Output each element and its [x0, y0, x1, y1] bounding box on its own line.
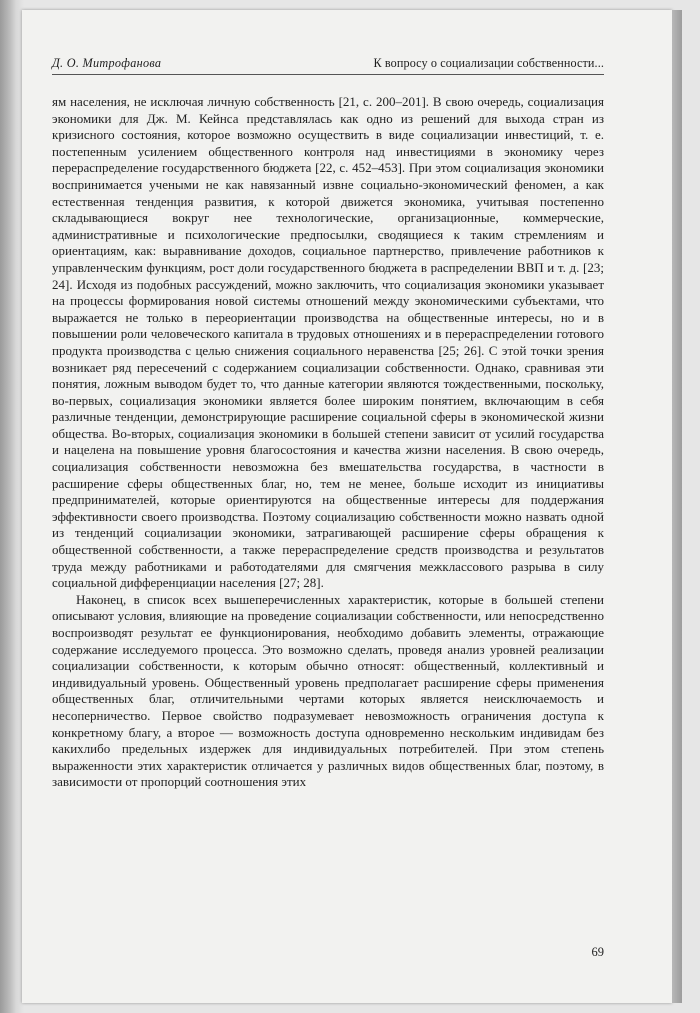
header-author: Д. О. Митрофанова [52, 56, 162, 70]
running-header [52, 56, 604, 75]
paragraph-2: Наконец, в список всех вышеперечисленных характеристик, которые в большей степени описывают условия, влияющие на проведение социализации собственности, или непосредственно воспроизводят результат ее функционирования, необходимо добавить элементы, отражающие содержание исследуемого процесса. Это возможно сделать, проведя анализ уровней реализации социализации собственности, к которым обычно относят: общественный, коллективный и индивидуальный уровень. Общественный уровень предполагает расширение сферы применения общественных благ, отличительными чертами которых является неисключаемость и несоперничество. Первое свойство подразумевает невозможность ограничения доступа к конкретному благу, а второе — возможность доступа одновременно нескольким индивидам без какихлибо предельных издержек для индивидуальных потребителей. При этом степень выраженности этих характеристик отличается у различных видов общественных благ, поэтому, в зависимости от пропорций соотношения этих [52, 591, 604, 790]
header-running-title: К вопросу о социализации собственности... [373, 56, 604, 70]
page-body [52, 94, 604, 791]
paragraph-1: ям населения, не исключая личную собственность [21, с. 200–201]. В свою очередь, социализация экономики для Дж. М. Кейнса представлялась как одно из решений для выхода стран из кризисного состояния, которое возможно осуществить в виде социализации инвестиций, т. е. постепенным усилением общественного контроля над инвестициями в экономику через перераспределение государственного бюджета [22, с. 452–453]. При этом социализация экономики воспринимается учеными не как навязанный извне социально-экономический феномен, а как естественная тенденция развития, к которой движется экономика, учитывая постепенно складывающиеся вокруг нее технологические, организационные, коммерческие, административные и психологические предпосылки, сводящиеся к таким стремлениям и ориентациям, как: выравнивание доходов, социальное партнерство, привлечение работников к управленческим функциям, рост доли государственного бюджета в распределении ВВП и т. д. [23; 24]. Исходя из подобных рассуждений, можно заключить, что социализация экономики указывает на процессы формирования новой системы отношений между экономическими субъектами, что выражается не только в переориентации производства на общественные интересы, но и в повышении роли человеческого капитала в трудовых отношениях и в перераспределении готового продукта производства с целью снижения социального неравенства [25; 26]. С этой точки зрения возникает ряд пересечений с содержанием социализации собственности. Однако, сравнивая эти понятия, ложным выводом будет то, что данные категории являются тождественными, поскольку, во-первых, социализация экономики является более широким понятием, включающим в себя различные тенденции, демонстрирующие расширение социальной сферы в экономической жизни общества. Во-вторых, социализация экономики в большей степени зависит от усилий государства и нацелена на повышение уровня благосостояния и качества жизни населения. В свою очередь, социализация собственности невозможна без вмешательства государства, в частности в расширение сферы общественных благ, но, тем не менее, больше исходит из инициативы предпринимателей, которые ориентируются на общественные интересы для поддержания эффективности своего производства. Поэтому социализацию собственности можно назвать одной из тенденций социализации экономики, затрагивающей расширение сферы обращения к общественной собственности, а также перераспределение средств производства и результатов труда между работниками и работодателями для смягчения межклассового разрыва в силу социальной дифференциации населения [27; 28]. [52, 94, 604, 591]
book-page [22, 10, 672, 1003]
page-number: 69 [591, 945, 604, 959]
